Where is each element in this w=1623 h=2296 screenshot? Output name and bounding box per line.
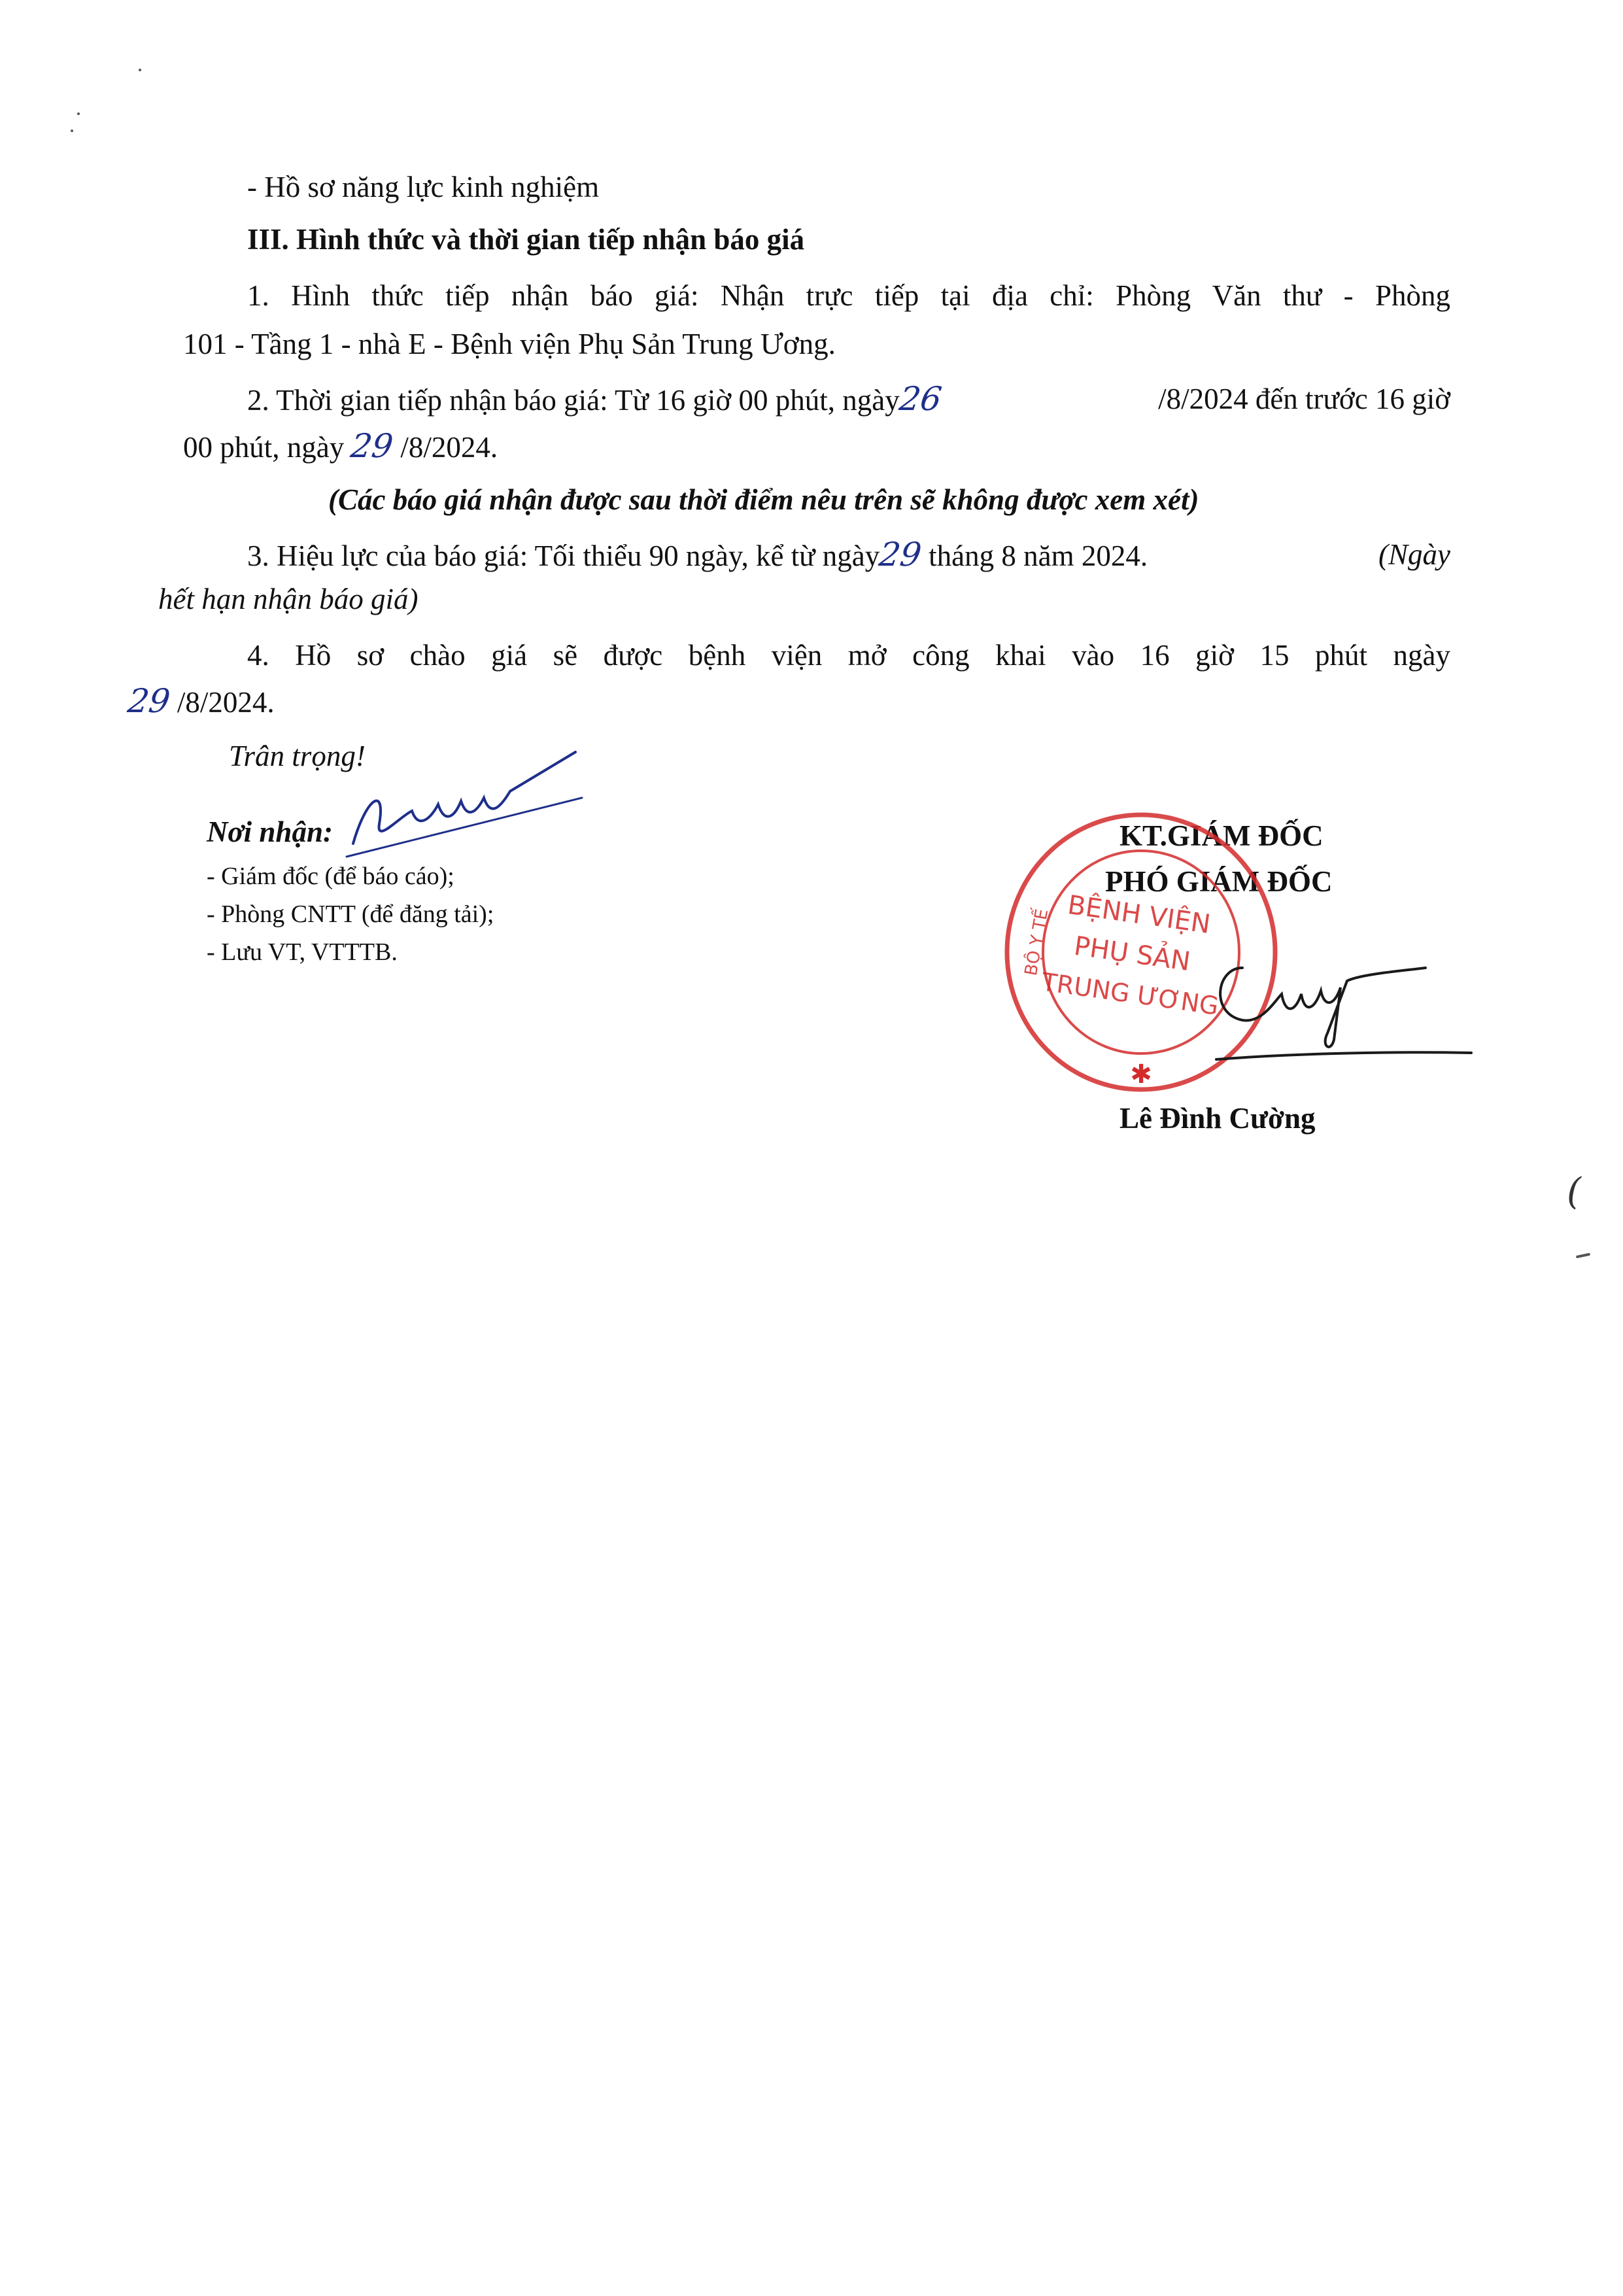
recipient-item: - Giám đốc (để báo cáo); bbox=[207, 863, 454, 890]
scan-speck bbox=[77, 112, 80, 115]
scan-speck bbox=[139, 69, 141, 71]
handwritten-day: 29 bbox=[349, 427, 396, 465]
item1-line2: 101 - Tầng 1 - nhà E - Bệnh viện Phụ Sản Trung Ương. bbox=[183, 328, 836, 360]
svg-text:✱: ✱ bbox=[1130, 1059, 1152, 1089]
stamp-line-1: BỆNH VIỆN bbox=[1065, 889, 1212, 940]
item3-line2: hết hạn nhận báo giá) bbox=[158, 583, 419, 615]
recipient-item: - Phòng CNTT (để đăng tải); bbox=[207, 900, 494, 928]
margin-pen-mark: ( bbox=[1567, 1171, 1581, 1213]
recipient-item: - Lưu VT, VTTTB. bbox=[207, 938, 398, 966]
item2-line1 bbox=[247, 379, 1450, 420]
stamp-line-3: TRUNG ƯƠNG bbox=[1040, 967, 1221, 1021]
signatory-name: Lê Đình Cường bbox=[1119, 1102, 1316, 1135]
signature-title-1: KT.GIÁM ĐỐC bbox=[1119, 819, 1324, 852]
item4-line1: 4. Hồ sơ chào giá sẽ được bệnh viện mở công khai vào 16 giờ 15 phút ngày bbox=[247, 639, 1450, 672]
item2-from-date: 2. Thời gian tiếp nhận báo giá: Từ 16 giờ 00 phút, ngày26 bbox=[247, 380, 944, 418]
item4-line2: 29 /8/2024. bbox=[125, 682, 275, 720]
scan-speck bbox=[71, 129, 73, 132]
item1-line1: 1. Hình thức tiếp nhận báo giá: Nhận trực tiếp tại địa chỉ: Phòng Văn thư - Phòng bbox=[247, 279, 1450, 312]
stamp-line-2: PHỤ SẢN bbox=[1072, 931, 1193, 978]
section-heading: III. Hình thức và thời gian tiếp nhận báo giá bbox=[247, 223, 805, 256]
item3-line1 bbox=[247, 535, 1450, 575]
item2-line1-end: /8/2024 đến trước 16 giờ bbox=[1158, 383, 1450, 415]
item2-line2: 00 phút, ngày 29 /8/2024. bbox=[183, 427, 498, 465]
item3-paren-start: (Ngày bbox=[1378, 538, 1450, 571]
initials-signature bbox=[340, 745, 589, 863]
stamp-left-text: BỘ Y TẾ bbox=[1021, 907, 1053, 978]
notice-line: (Các báo giá nhận được sau thời điểm nêu trên sẽ không được xem xét) bbox=[328, 483, 1199, 516]
director-signature bbox=[1203, 942, 1478, 1072]
intro-item: - Hồ sơ năng lực kinh nghiệm bbox=[247, 171, 600, 203]
recipients-label: Nơi nhận: bbox=[207, 815, 333, 848]
handwritten-day: 29 bbox=[877, 536, 924, 574]
item3-start: 3. Hiệu lực của báo giá: Tối thiểu 90 ngày, kể từ ngày29 tháng 8 năm 2024. bbox=[247, 536, 1148, 574]
signature-title-2: PHÓ GIÁM ĐỐC bbox=[1105, 865, 1333, 898]
scan-speck bbox=[1576, 1253, 1590, 1258]
handwritten-day: 26 bbox=[897, 380, 944, 418]
closing-text: Trân trọng! bbox=[229, 740, 366, 772]
handwritten-day: 29 bbox=[125, 682, 173, 720]
